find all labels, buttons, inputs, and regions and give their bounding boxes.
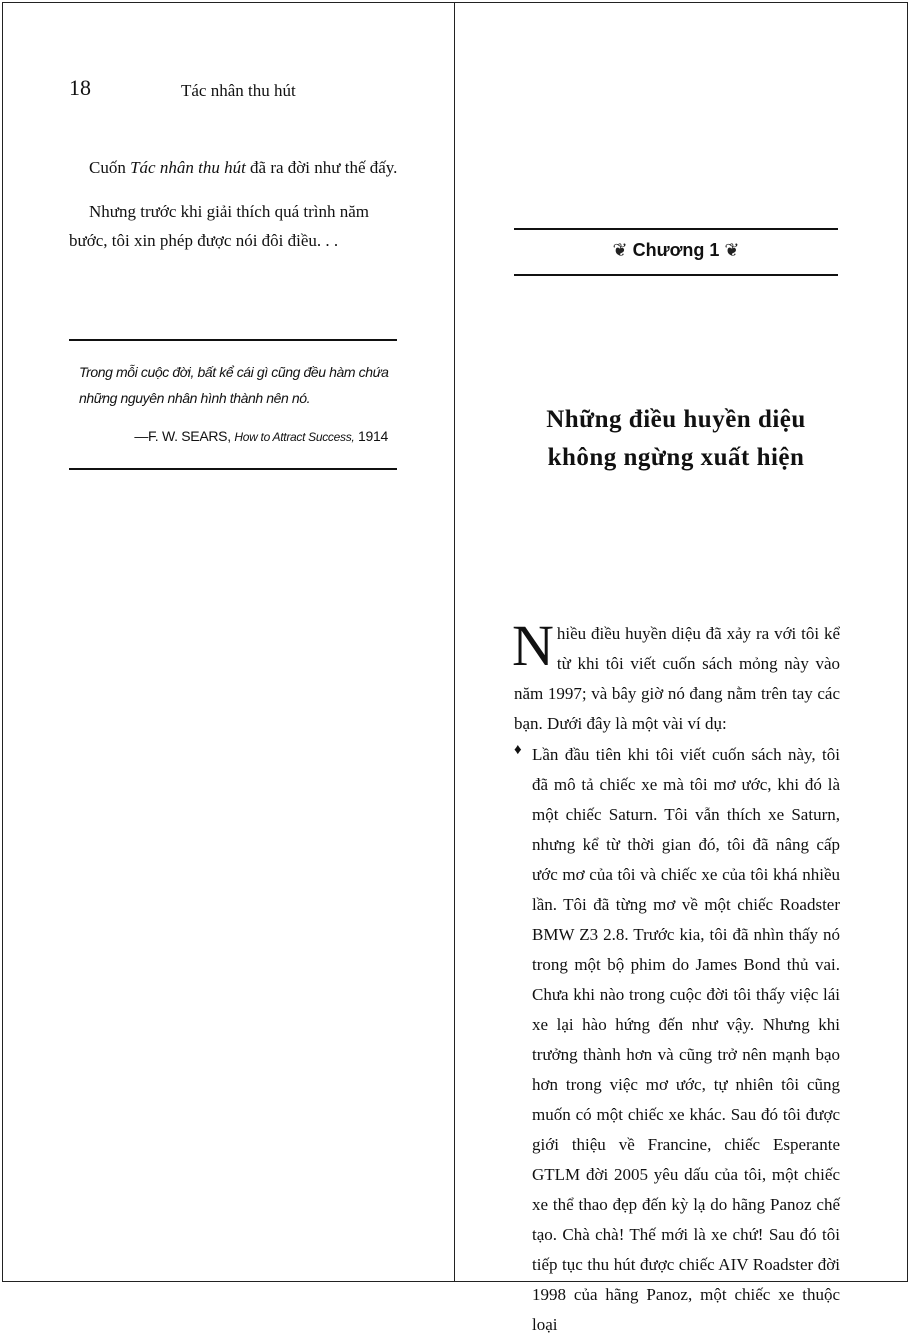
right-page [455,2,908,1334]
page-number: 18 [69,75,91,100]
ornament-left-icon: ❦ [612,240,633,260]
attribution-title: How to Attract Success, [234,430,355,444]
attribution-author: —F. W. SEARS, [134,428,235,444]
quote-rule-bottom [69,468,397,470]
chapter-label: Chương 1 [632,240,720,260]
attribution-year: 1914 [354,428,388,444]
quote-rule-top [69,339,397,341]
paragraph-1-suffix: đã ra đời như thế đấy. [245,158,398,177]
chapter-rule-top [514,228,838,230]
ornament-right-icon: ❦ [719,240,740,260]
intro-text: hiều điều huyền diệu đã xảy ra với tôi kể từ khi tôi viết cuốn sách mỏng này vào năm 1997; và bây giờ nó đang nằm trên tay các bạn. Dưới đây là một vài ví dụ: [514,624,840,733]
chapter-title [514,401,838,477]
epigraph-quote: Trong mỗi cuộc đời, bất kể cái gì cũng đều hàm chứa những nguyên nhân hình thành nên nó. [79,364,389,406]
chapter-title-line-1: Những điều huyền diệu [546,406,806,433]
chapter-heading [514,240,838,261]
running-head: Tác nhân thu hút [181,81,296,100]
intro-paragraph [512,613,840,739]
diamond-bullet-icon: ♦ [514,742,522,758]
bullet-item [514,740,840,1340]
bullet-text: Lần đầu tiên khi tôi viết cuốn sách này, tôi đã mô tả chiếc xe mà tôi mơ ước, khi đó là một chiếc Saturn. Tôi vẫn thích xe Saturn, nhưng kể từ thời gian đó, tôi đã nâng cấp ước mơ của tôi và chiếc xe của tôi khá nhiều lần. Tôi đã từng mơ về một chiếc Roadster BMW Z3 2.8. Trước kia, tôi đã nhìn thấy nó trong một bộ phim do James Bond thủ vai. Chưa khi nào trong cuộc đời tôi thấy việc lái xe lại hào hứng đến như vậy. Nhưng khi trưởng thành hơn và cũng trở nên mạnh bạo hơn trong việc mơ ước, tự nhiên tôi cũng muốn có một chiếc xe khác. Sau đó tôi được giới thiệu về Francine, chiếc Esperante GTLM đời 2005 yêu dấu của tôi, một chiếc xe thể thao đẹp đến kỳ lạ do hãng Panoz chế tạo. Chà chà! Thế mới là xe chứ! Sau đó tôi tiếp tục thu hút được chiếc AIV Roadster đời 1998 của hãng Panoz, một chiếc xe thuộc loại [532,745,840,1334]
paragraph-1 [69,153,409,182]
paragraph-2: Nhưng trước khi giải thích quá trình năm bước, tôi xin phép được nói đôi điều. . . [69,202,370,250]
epigraph-attribution [134,428,388,444]
left-page [2,2,455,1282]
chapter-title-line-2: không ngừng xuất hiện [547,444,805,471]
paragraph-1-prefix: Cuốn [89,158,131,177]
drop-cap: N [512,613,554,678]
chapter-rule-bottom [514,274,838,276]
book-title-italic: Tác nhân thu hút [130,158,246,177]
